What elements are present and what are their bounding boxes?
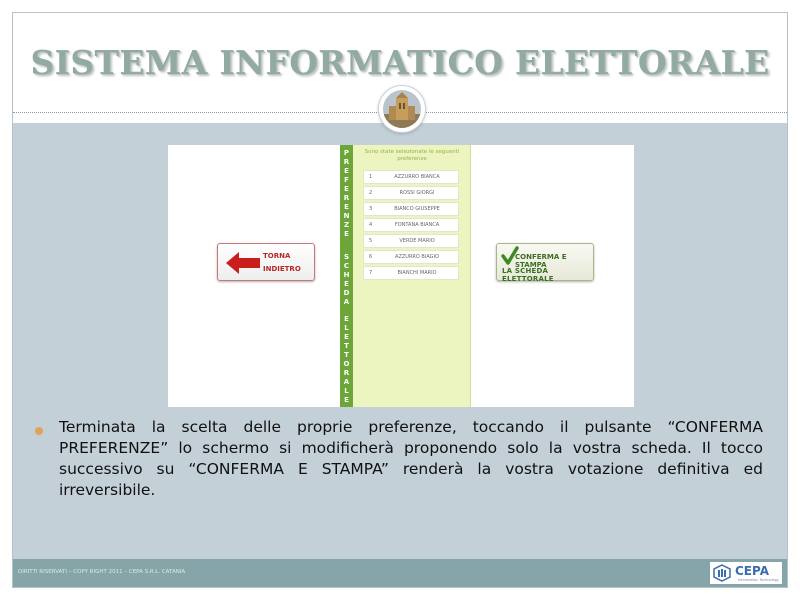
vertical-letter: T <box>344 351 349 359</box>
vertical-letter: T <box>344 342 349 350</box>
vertical-letter: E <box>344 167 349 175</box>
vertical-letter: P <box>343 149 350 157</box>
confirm-print-button[interactable] <box>496 243 594 281</box>
preference-number: 6 <box>369 254 373 260</box>
header-logo <box>378 85 426 133</box>
vertical-label-strip <box>340 145 353 407</box>
preference-name: ROSSI GIORGI <box>399 190 435 196</box>
vertical-letter: L <box>344 324 349 332</box>
preference-row <box>363 234 459 248</box>
preference-number: 4 <box>369 222 373 228</box>
voting-screen-screenshot <box>168 145 634 407</box>
vertical-letter: O <box>343 360 350 368</box>
preference-number: 2 <box>369 190 373 196</box>
vertical-letter: A <box>343 378 350 386</box>
preference-row <box>363 186 459 200</box>
vertical-letter: E <box>344 396 349 404</box>
preference-row <box>363 202 459 216</box>
preference-name: BIANCO GIUSEPPE <box>394 206 440 212</box>
slide-title: SISTEMA INFORMATICO ELETTORALE <box>30 43 770 82</box>
vertical-letter: N <box>343 212 350 220</box>
vertical-letter: H <box>343 271 350 279</box>
cepa-logo-icon <box>713 564 731 582</box>
vertical-letter: E <box>344 203 349 211</box>
vertical-letter: R <box>343 158 350 166</box>
copyright-text: DIRITTI RISERVATI – COPY RIGHT 2011 – CEPA S.R.L. CATANIA <box>18 569 186 575</box>
vertical-letter: L <box>344 387 349 395</box>
vertical-letter: R <box>343 369 350 377</box>
vertical-letter: R <box>343 194 350 202</box>
preference-row <box>363 250 459 264</box>
confirm-button-label-1: CONFERMA E STAMPA <box>515 253 567 269</box>
bullet-dot <box>35 427 43 435</box>
slide <box>12 12 788 588</box>
instruction-text: Terminata la scelta delle proprie preferenze, toccando il pulsante “CONFERMA PREFERENZE” lo schermo si modificherà proponendo solo la vostra scheda. Il tocco successivo su “CONFERMA E STAMPA” renderà la vostra votazione definitiva ed irreversibile. <box>59 418 763 499</box>
preference-name: AZZURRO BIAGIO <box>395 254 439 260</box>
slide-footer <box>13 559 787 587</box>
palazzo-logo-icon <box>383 90 421 128</box>
preference-row <box>363 218 459 232</box>
preference-name: AZZURRO BIANCA <box>394 174 440 180</box>
preference-name: VERDE MARIO <box>399 238 435 244</box>
back-button-label-2: INDIETRO <box>263 265 301 273</box>
cepa-logo-text: CEPA <box>735 564 769 578</box>
vertical-letter: E <box>344 230 349 238</box>
preference-number: 3 <box>369 206 373 212</box>
cepa-logo <box>710 562 782 584</box>
preferences-title: Sono state selezionate le seguenti preferenze <box>364 149 460 162</box>
back-button[interactable] <box>217 243 315 281</box>
vertical-letter: S <box>343 253 350 261</box>
cepa-logo-subtext: Information Technology <box>738 578 779 582</box>
preference-number: 5 <box>369 238 373 244</box>
preference-row <box>363 170 459 184</box>
vertical-letter: C <box>343 262 350 270</box>
preference-number: 1 <box>369 174 373 180</box>
preference-name: BIANCHI MARIO <box>397 270 437 276</box>
left-arrow-icon <box>226 252 260 274</box>
preference-name: FONTANA BIANCA <box>394 222 440 228</box>
slide-header <box>13 13 787 123</box>
preference-row <box>363 266 459 280</box>
vertical-letter: F <box>344 176 349 184</box>
vertical-letter: A <box>343 298 350 306</box>
preferences-panel <box>353 145 471 407</box>
vertical-letter: E <box>344 333 349 341</box>
back-button-label-1: TORNA <box>263 252 291 260</box>
vertical-letter: D <box>343 289 350 297</box>
vertical-letter: Z <box>343 221 350 229</box>
confirm-button-label-2: LA SCHEDA ELETTORALE <box>502 267 554 283</box>
preference-number: 7 <box>369 270 373 276</box>
vertical-letter: E <box>344 280 349 288</box>
vertical-letter: E <box>344 315 349 323</box>
vertical-letter: E <box>344 185 349 193</box>
